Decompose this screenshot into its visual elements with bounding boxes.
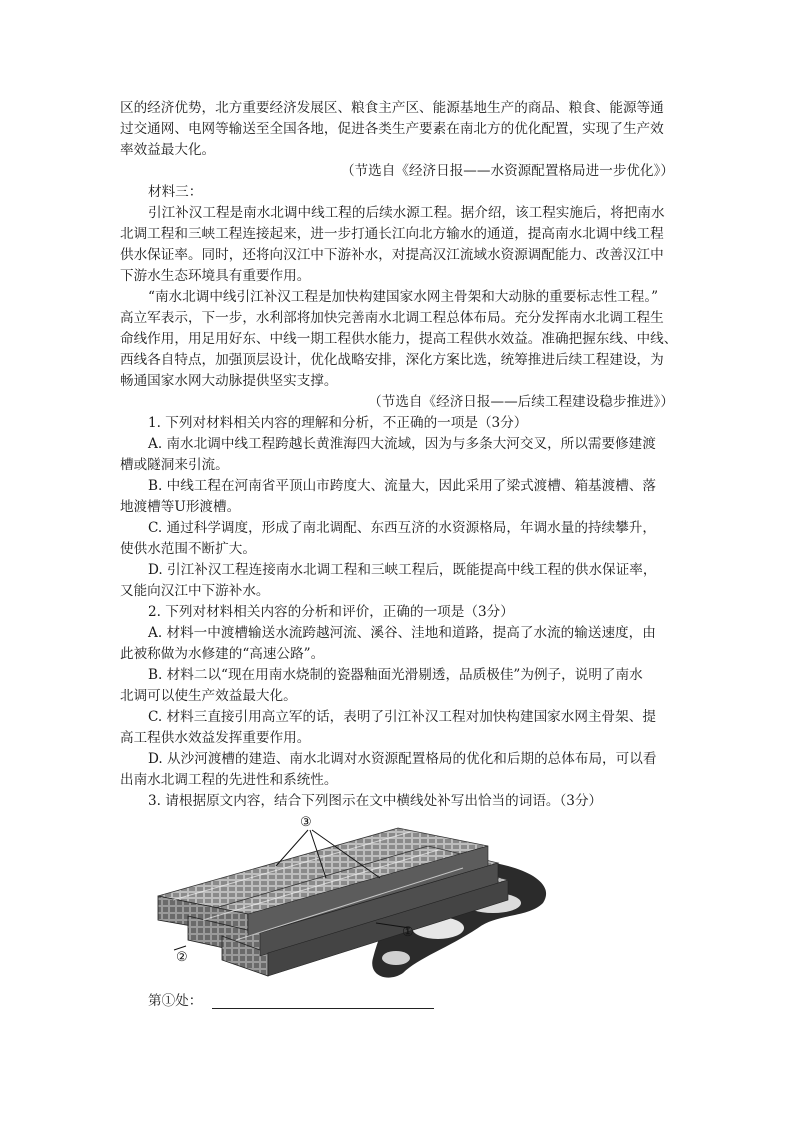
text-line: “南水北调中线引江补汉工程是加快构建国家水网主骨架和大动脉的重要标志性工程。” <box>148 289 659 305</box>
section-heading: 材料三： <box>148 184 203 200</box>
option-text: D. 从沙河渡槽的建造、南水北调对水资源配置格局的优化和后期的总体布局，可以看 <box>148 751 657 767</box>
source-citation: （节选自《经济日报——水资源配置格局进一步优化》） <box>340 163 674 179</box>
option-text: 地渡槽等U形渡槽。 <box>120 499 241 515</box>
text-line: 率效益最大化。 <box>120 142 216 158</box>
option-text: A. 材料一中渡槽输送水流跨越河流、溪谷、洼地和道路，提高了水流的输送速度，由 <box>148 625 656 641</box>
answer-row <box>148 990 548 1012</box>
option-text: C. 通过科学调度，形成了南北调配、东西互济的水资源格局，年调水量的持续攀升， <box>148 520 656 536</box>
text-line: 过交通网、电网等输送至全国各地，促进各类生产要素在南北方的优化配置，实现了生产效 <box>120 121 664 137</box>
question-2: 2. 下列对材料相关内容的分析和评价，正确的一项是（3分） <box>148 604 514 620</box>
option-text: D. 引江补汉工程连接南水北调工程和三峡工程后，既能提高中线工程的供水保证率， <box>148 562 657 578</box>
text-line: 区的经济优势，北方重要经济发展区、粮食主产区、能源基地生产的商品、粮食、能源等通 <box>120 100 664 116</box>
answer-label: 第①处： <box>148 993 203 1009</box>
option-text: 使供水范围不断扩大。 <box>120 541 256 557</box>
option-text: B. 中线工程在河南省平顶山市跨度大、流量大，因此采用了梁式渡槽、箱基渡槽、落 <box>148 478 657 494</box>
text-line: 高立军表示，下一步，水利部将加快完善南水北调工程总体布局。充分发挥南水北调工程生 <box>120 310 664 326</box>
option-text: 槽或隧洞来引流。 <box>120 457 229 473</box>
option-text: 出南水北调工程的先进性和系统性。 <box>120 772 338 788</box>
question-1: 1. 下列对材料相关内容的理解和分析，不正确的一项是（3分） <box>148 415 528 431</box>
label-1: ① <box>402 925 414 940</box>
option-text: A. 南水北调中线工程跨越长黄淮海四大流域，因为与多条大河交叉，所以需要修建渡 <box>148 436 656 452</box>
answer-blank[interactable] <box>212 994 434 1009</box>
text-line: 西线各自特点，加强顶层设计，优化战略安排，深化方案比选，统筹推进后续工程建设，为 <box>120 352 664 368</box>
option-text: B. 材料二以“现在用南水烧制的瓷器釉面光滑剔透，品质极佳”为例子，说明了南水 <box>148 667 643 683</box>
text-line: 引江补汉工程是南水北调中线工程的后续水源工程。据介绍，该工程实施后，将把南水 <box>148 205 665 221</box>
option-text: 此被称做为水修建的“高速公路”。 <box>120 646 325 662</box>
question-3: 3. 请根据原文内容，结合下列图示在文中横线处补写出恰当的词语。（3分） <box>148 793 603 809</box>
label-2: ② <box>176 950 188 965</box>
text-line: 下游水生态环境具有重要作用。 <box>120 268 311 284</box>
label-3: ③ <box>300 815 312 830</box>
option-text: 高工程供水效益发挥重要作用。 <box>120 730 311 746</box>
option-text: 又能向汉江中下游补水。 <box>120 583 270 599</box>
aqueduct-figure <box>148 808 558 983</box>
text-line: 畅通国家水网大动脉提供坚实支撑。 <box>120 373 338 389</box>
water-patch <box>382 951 410 965</box>
text-line: 命线作用，用足用好东、中线一期工程供水能力，提高工程供水效益。准确把握东线、中线、 <box>120 331 678 347</box>
text-line: 供水保证率。同时，还将向汉江中下游补水，对提高汉江流域水资源调配能力、改善汉江中 <box>120 247 664 263</box>
source-citation: （节选自《经济日报——后续工程建设稳步推进》） <box>368 394 674 410</box>
option-text: C. 材料三直接引用高立军的话，表明了引江补汉工程对加快构建国家水网主骨架、提 <box>148 709 656 725</box>
option-text: 北调可以使生产效益最大化。 <box>120 688 297 704</box>
text-line: 北调工程和三峡工程连接起来，进一步打通长江向北方输水的通道，提高南水北调中线工程 <box>120 226 664 242</box>
